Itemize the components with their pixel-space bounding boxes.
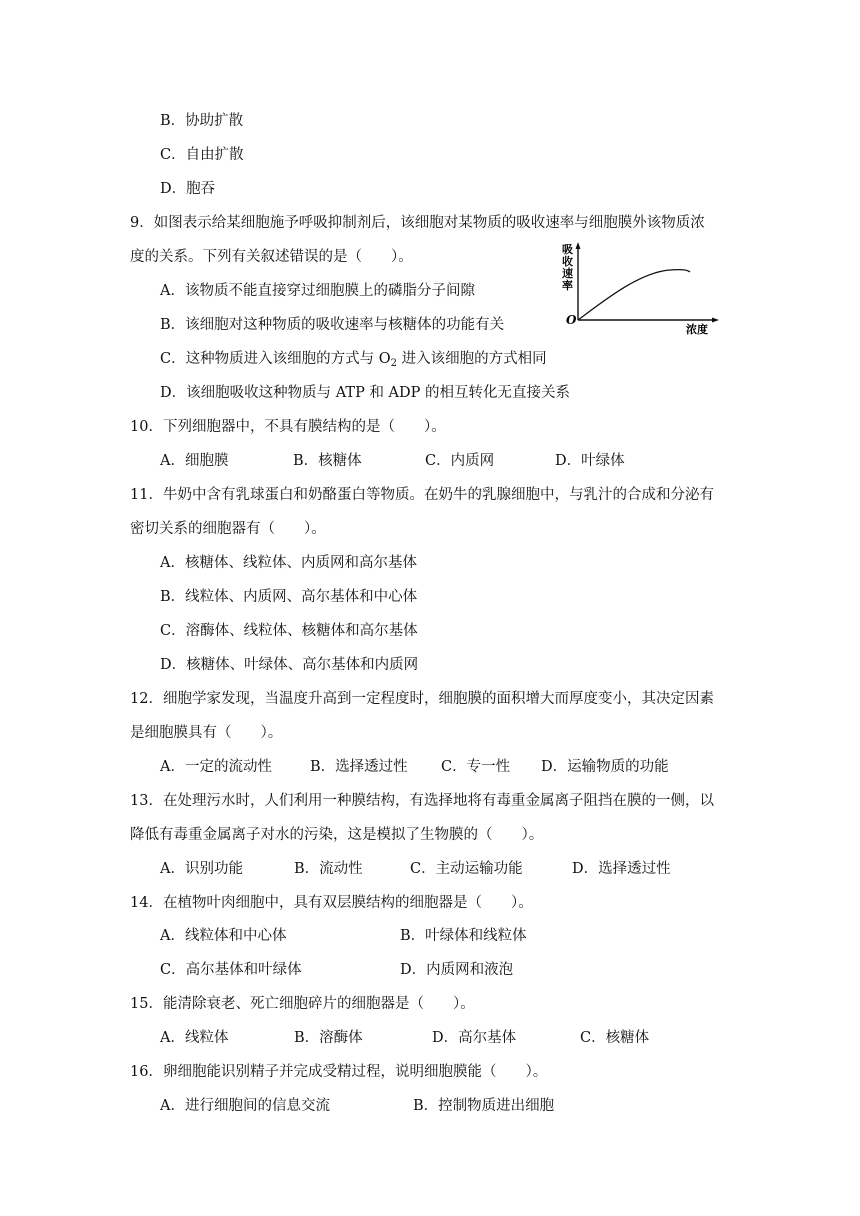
q9-option-c-text: C．这种物质进入该细胞的方式与 O — [160, 351, 391, 367]
q14-stem: 14．在植物叶肉细胞中，具有双层膜结构的细胞器是（ ）。 — [130, 895, 533, 911]
q13-option-c: C．主动运输功能 — [410, 861, 523, 877]
q14-option-c: C．高尔基体和叶绿体 — [160, 962, 302, 978]
q11-option-c: C．溶酶体、线粒体、核糖体和高尔基体 — [160, 623, 418, 639]
q12-option-a: A．一定的流动性 — [160, 759, 272, 775]
q9-option-c — [160, 349, 547, 374]
q8-option-b: B．协助扩散 — [160, 113, 244, 129]
q9-uptake-rate-graph — [560, 240, 720, 335]
y-axis-arrow — [576, 242, 581, 249]
q13-stem-line2: 降低有毒重金属离子对水的污染，这是模拟了生物膜的（ ）。 — [130, 827, 544, 843]
q9-option-a: A．该物质不能直接穿过细胞膜上的磷脂分子间隙 — [160, 283, 475, 299]
q11-stem-line2: 密切关系的细胞器有（ ）。 — [130, 521, 326, 537]
q14-option-b: B．叶绿体和线粒体 — [400, 928, 527, 944]
q11-stem-line1: 11．牛奶中含有乳球蛋白和奶酪蛋白等物质。在奶牛的乳腺细胞中，与乳汁的合成和分泌有 — [130, 487, 714, 503]
q13-option-a: A．识别功能 — [160, 861, 243, 877]
q13-option-d: D．选择透过性 — [572, 861, 671, 877]
q8-option-c: C．自由扩散 — [160, 147, 244, 163]
q16-option-b: B．控制物质进出细胞 — [413, 1098, 555, 1114]
q9-option-b: B．该细胞对这种物质的吸收速率与核糖体的功能有关 — [160, 317, 505, 333]
q12-option-d: D．运输物质的功能 — [541, 759, 669, 775]
q12-stem-line1: 12．细胞学家发现，当温度升高到一定程度时，细胞膜的面积增大而厚度变小，其决定因素 — [130, 691, 714, 707]
q15-option-d-label-c: C．核糖体 — [580, 1030, 650, 1046]
q15-option-c-label-d: D．高尔基体 — [432, 1030, 517, 1046]
q14-option-d: D．内质网和液泡 — [400, 962, 514, 978]
q12-option-c: C．专一性 — [441, 759, 511, 775]
y-label-char-1: 吸 — [562, 243, 573, 256]
y-label-char-4: 率 — [562, 279, 573, 292]
q15-option-a: A．线粒体 — [160, 1030, 229, 1046]
q9-stem-line2: 度的关系。下列有关叙述错误的是（ ）。 — [130, 249, 413, 265]
origin-label: O — [566, 313, 577, 327]
q8-option-d: D．胞吞 — [160, 181, 216, 197]
q10-option-d: D．叶绿体 — [555, 453, 625, 469]
q13-option-b: B．流动性 — [294, 861, 363, 877]
y-label-char-3: 速 — [562, 267, 573, 280]
q11-option-d: D．核糖体、叶绿体、高尔基体和内质网 — [160, 657, 419, 673]
q15-stem: 15．能清除衰老、死亡细胞碎片的细胞器是（ ）。 — [130, 996, 475, 1012]
q10-stem: 10．下列细胞器中，不具有膜结构的是（ ）。 — [130, 419, 446, 435]
q9-option-c-text-end: 进入该细胞的方式相同 — [396, 351, 547, 367]
q16-option-a: A．进行细胞间的信息交流 — [160, 1098, 330, 1114]
q9-stem-line1: 9．如图表示给某细胞施予呼吸抑制剂后，该细胞对某物质的吸收速率与细胞膜外该物质浓 — [130, 215, 705, 231]
q10-option-c: C．内质网 — [425, 453, 495, 469]
uptake-curve — [578, 270, 690, 320]
q10-option-b: B．核糖体 — [293, 453, 362, 469]
q12-option-b: B．选择透过性 — [310, 759, 408, 775]
q9-option-d: D．该细胞吸收这种物质与 ATP 和 ADP 的相互转化无直接关系 — [160, 385, 571, 401]
q10-option-a: A．细胞膜 — [160, 453, 229, 469]
q14-option-a: A．线粒体和中心体 — [160, 928, 287, 944]
y-label-char-2: 收 — [562, 255, 573, 268]
q11-option-b: B．线粒体、内质网、高尔基体和中心体 — [160, 589, 418, 605]
q16-stem: 16．卵细胞能识别精子并完成受精过程，说明细胞膜能（ ）。 — [130, 1064, 548, 1080]
x-axis-label: 浓度 — [686, 323, 708, 335]
q11-option-a: A．核糖体、线粒体、内质网和高尔基体 — [160, 555, 417, 571]
q13-stem-line1: 13．在处理污水时，人们利用一种膜结构，有选择地将有毒重金属离子阻挡在膜的一侧，以 — [130, 793, 714, 809]
q12-stem-line2: 是细胞膜具有（ ）。 — [130, 725, 283, 741]
q9-option-c-subscript: 2 — [390, 358, 397, 369]
q15-option-b: B．溶酶体 — [294, 1030, 363, 1046]
x-axis-arrow — [712, 318, 719, 323]
